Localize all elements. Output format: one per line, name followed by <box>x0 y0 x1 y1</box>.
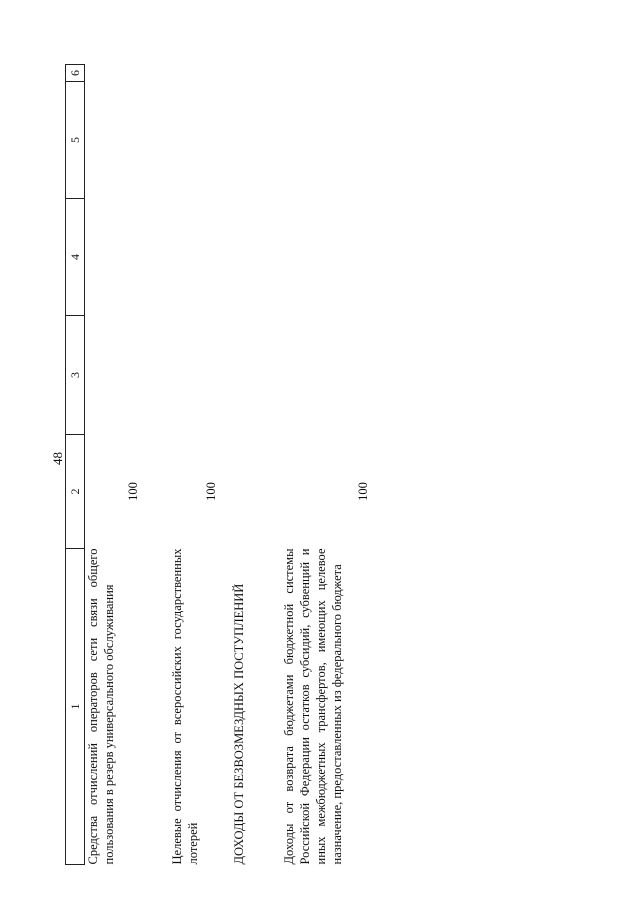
row-value-cell <box>169 435 231 549</box>
rotated-page <box>50 65 610 865</box>
column-header-3: 3 <box>66 316 85 435</box>
row-description: Целевые отчисления от всероссийских государственных лотерей <box>170 548 200 865</box>
table-row <box>169 65 231 865</box>
row-description: Доходы от возврата бюджетами бюджетной системы Российской Федерации остатков субсидий, субвенций и иных межбюджетных трансфертов, имеющих целевое назначение, предоставленных из федерального бюджета <box>282 548 344 865</box>
row-description: Средства отчислений операторов сети связи общего пользования в резерв универсального обслуживания <box>86 548 116 865</box>
table-row <box>85 65 170 865</box>
table-row <box>231 65 281 865</box>
column-header-1: 1 <box>66 549 85 865</box>
column-header-2: 2 <box>66 435 85 549</box>
page-number: 48 <box>50 452 65 465</box>
column-header-row <box>66 65 85 865</box>
column-header-5: 5 <box>66 82 85 199</box>
table-row <box>281 65 391 865</box>
row-value: 100 <box>356 482 370 501</box>
row-value <box>231 435 271 549</box>
row-value-cell <box>85 435 170 549</box>
row-value: 100 <box>126 482 140 501</box>
column-header-6: 6 <box>66 65 85 82</box>
row-value-cell <box>231 435 281 549</box>
column-header-4: 4 <box>66 199 85 316</box>
row-value-cell <box>281 435 391 549</box>
section-heading: ДОХОДЫ ОТ БЕЗВОЗМЕЗДНЫХ ПОСТУПЛЕНИЙ <box>232 583 246 865</box>
row-value: 100 <box>204 482 218 501</box>
budget-table <box>65 64 391 865</box>
